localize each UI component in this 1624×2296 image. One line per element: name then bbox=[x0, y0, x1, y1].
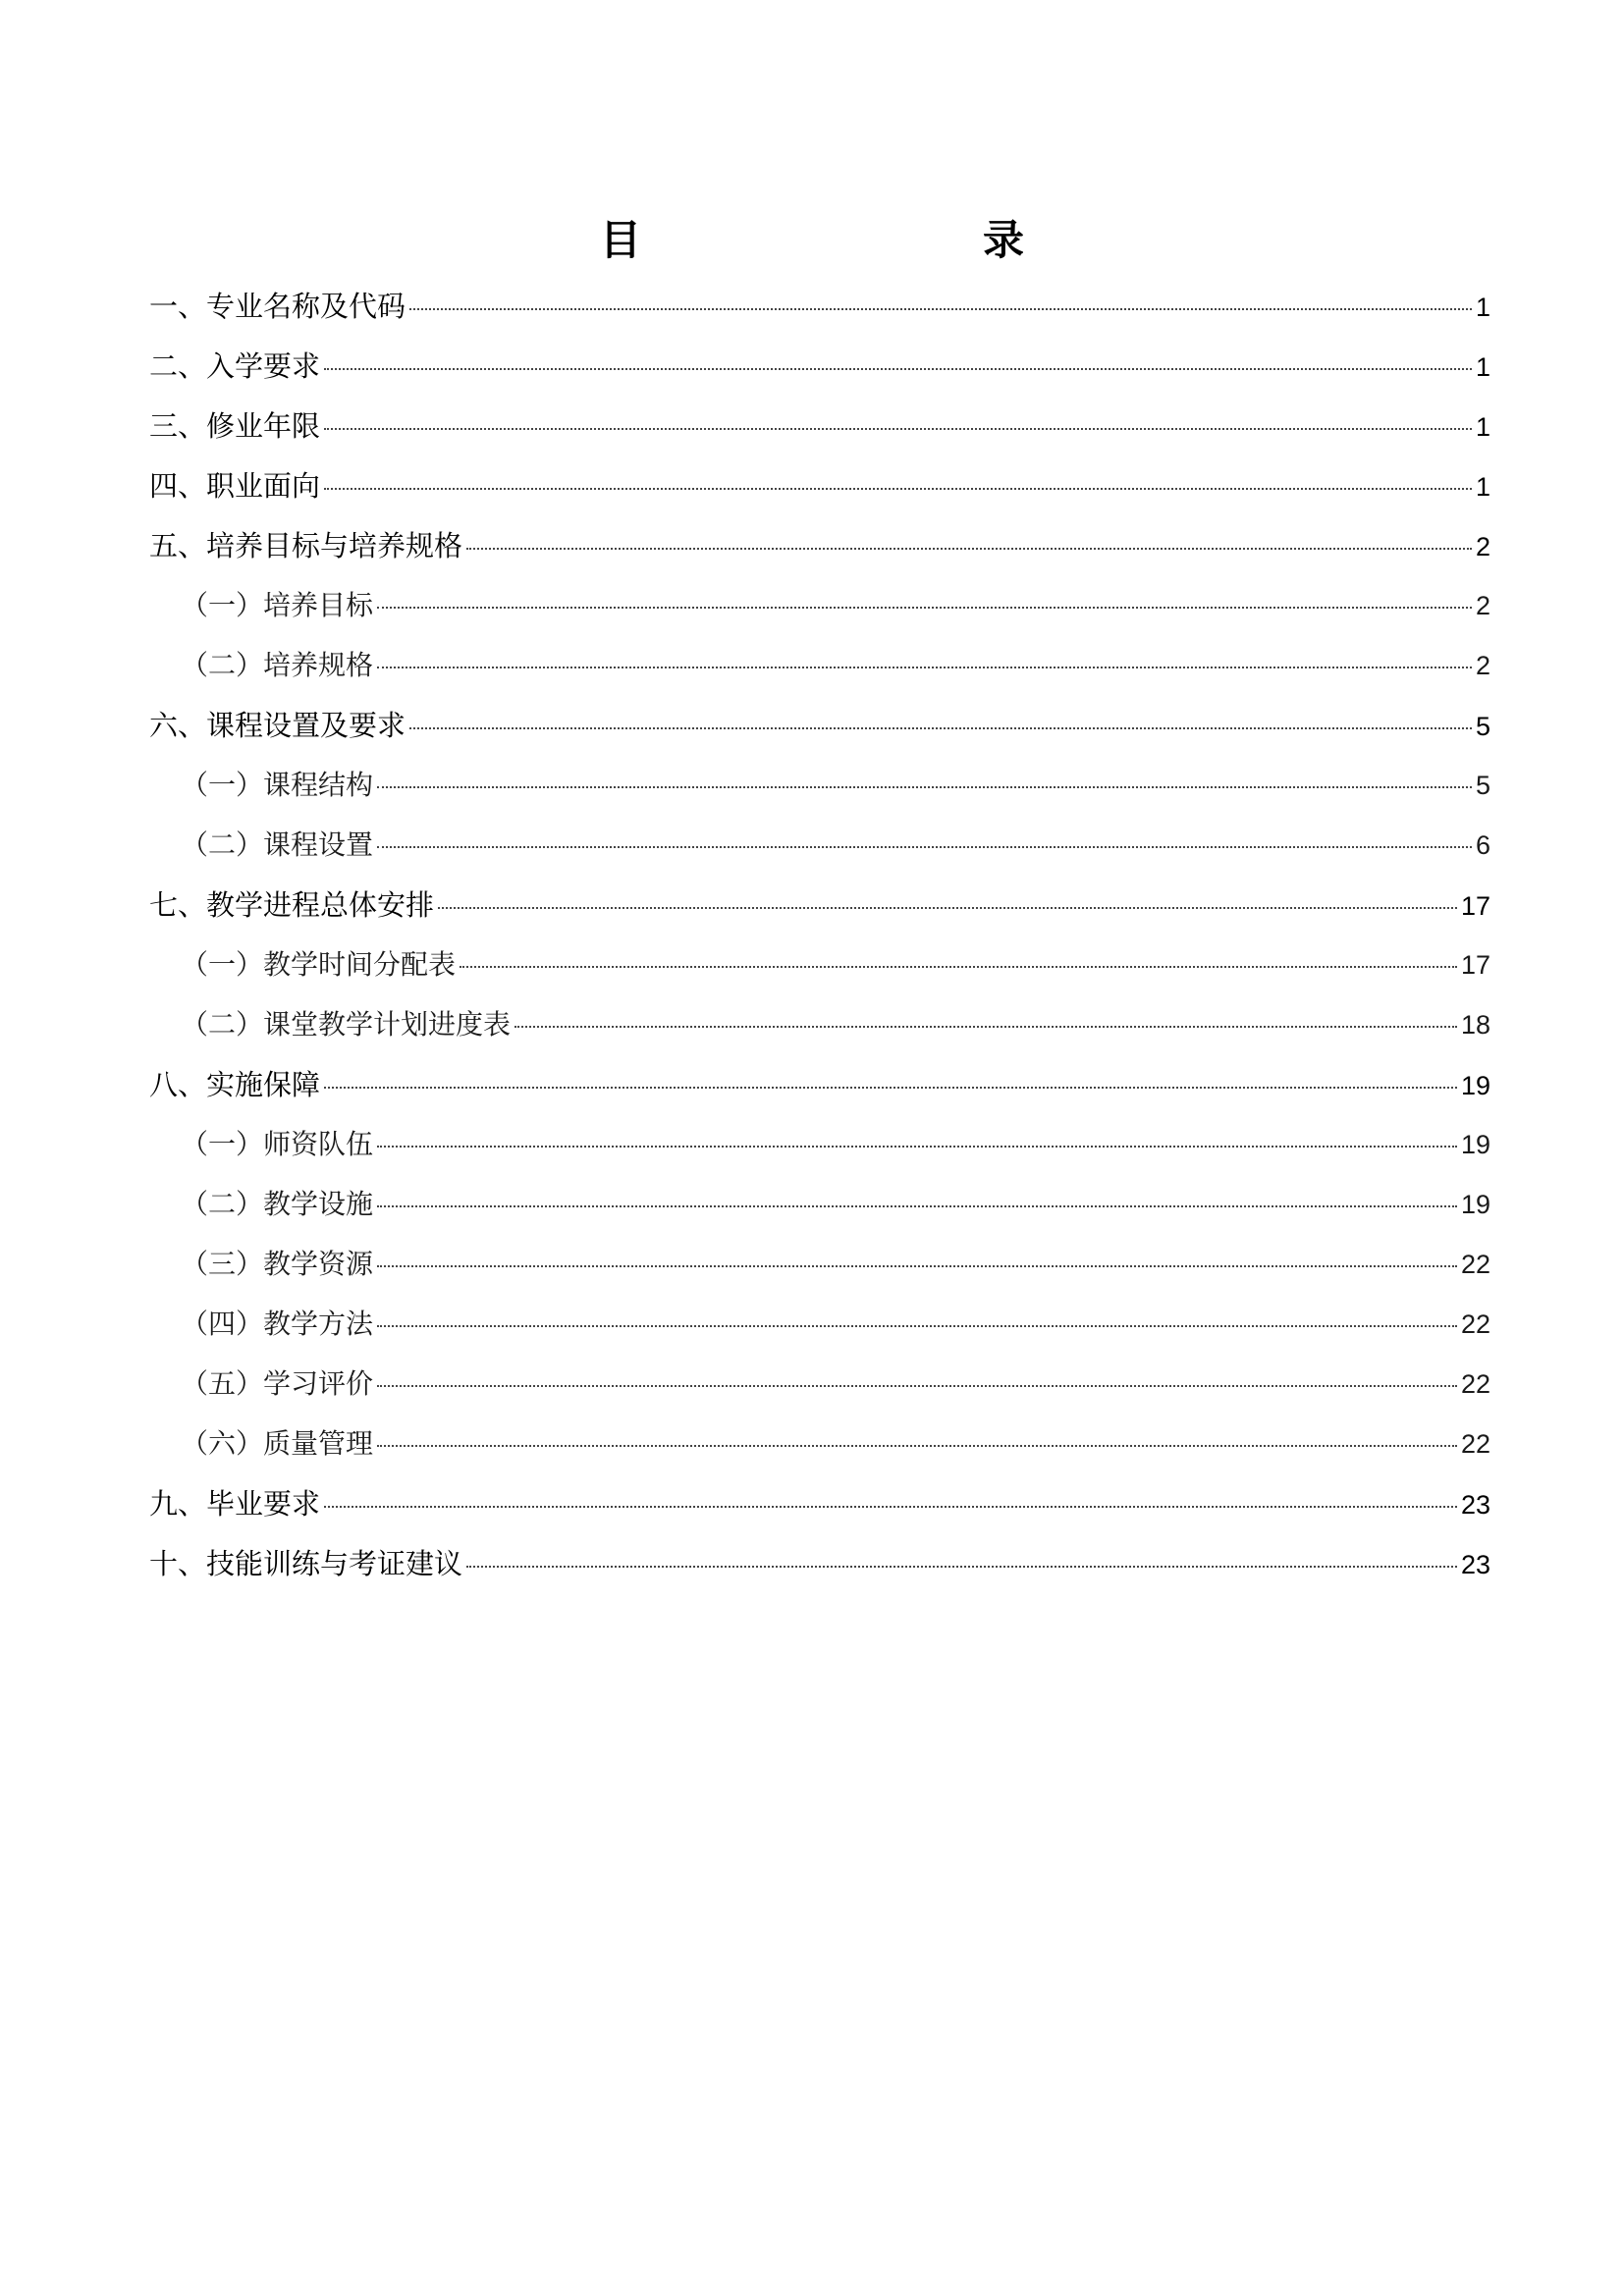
toc-entry-label: （五）学习评价 bbox=[181, 1367, 374, 1400]
toc-page-number: 2 bbox=[1475, 651, 1490, 680]
toc-dot-leader bbox=[324, 428, 1472, 430]
toc-entry-label: 七、教学进程总体安排 bbox=[149, 888, 435, 922]
toc-page-number: 5 bbox=[1475, 712, 1490, 741]
toc-entry-label: 十、技能训练与考证建议 bbox=[149, 1547, 463, 1580]
toc-page-number: 19 bbox=[1460, 1190, 1490, 1219]
toc-entry-label: 一、专业名称及代码 bbox=[149, 290, 406, 323]
toc-dot-leader bbox=[377, 667, 1472, 668]
toc-page-number: 5 bbox=[1475, 771, 1490, 800]
toc-entry-label: 六、课程设置及要求 bbox=[149, 709, 406, 742]
toc-entry[interactable] bbox=[149, 1122, 1490, 1182]
toc-dot-leader bbox=[377, 786, 1472, 788]
toc-entry-label: （一）培养目标 bbox=[181, 589, 374, 621]
toc-entry-label: （六）质量管理 bbox=[181, 1427, 374, 1460]
toc-entry-label: 四、职业面向 bbox=[149, 469, 321, 503]
toc-entry[interactable] bbox=[149, 463, 1490, 523]
toc-entry[interactable] bbox=[149, 583, 1490, 643]
toc-title: 目 录 bbox=[599, 216, 1110, 264]
toc-entry[interactable] bbox=[149, 763, 1490, 823]
toc-entry-label: （二）教学设施 bbox=[181, 1188, 374, 1220]
toc-entry[interactable] bbox=[149, 1002, 1490, 1062]
toc-dot-leader bbox=[460, 966, 1457, 968]
toc-dot-leader bbox=[324, 1506, 1457, 1508]
toc-page-number: 23 bbox=[1460, 1490, 1490, 1520]
toc-entry[interactable] bbox=[149, 1541, 1490, 1601]
toc-entry-label: （三）教学资源 bbox=[181, 1248, 374, 1280]
toc-page-number: 23 bbox=[1460, 1550, 1490, 1579]
toc-dot-leader bbox=[466, 1566, 1457, 1568]
toc-dot-leader bbox=[377, 1146, 1457, 1148]
toc-entry-label: （二）培养规格 bbox=[181, 649, 374, 681]
toc-dot-leader bbox=[324, 488, 1472, 490]
toc-entry-label: （二）课程设置 bbox=[181, 828, 374, 861]
toc-entry-label: （一）教学时间分配表 bbox=[181, 948, 457, 981]
toc-entry[interactable] bbox=[149, 403, 1490, 463]
toc-page-number: 1 bbox=[1475, 412, 1490, 442]
toc-page-number: 19 bbox=[1460, 1130, 1490, 1159]
toc-entry[interactable] bbox=[149, 1362, 1490, 1421]
toc-entry[interactable] bbox=[149, 643, 1490, 703]
toc-page-number: 1 bbox=[1475, 293, 1490, 322]
toc-entry[interactable] bbox=[149, 1302, 1490, 1362]
toc-dot-leader bbox=[438, 907, 1457, 909]
toc-dot-leader bbox=[377, 1265, 1457, 1267]
toc-entry[interactable] bbox=[149, 1481, 1490, 1541]
toc-dot-leader bbox=[377, 1325, 1457, 1327]
toc-page-number: 17 bbox=[1460, 891, 1490, 921]
toc-page-number: 1 bbox=[1475, 472, 1490, 502]
toc-entry[interactable] bbox=[149, 344, 1490, 403]
toc-entry-label: （二）课堂教学计划进度表 bbox=[181, 1008, 512, 1041]
toc-entry[interactable] bbox=[149, 942, 1490, 1002]
toc-dot-leader bbox=[377, 1385, 1457, 1387]
toc-dot-leader bbox=[324, 368, 1472, 370]
toc-dot-leader bbox=[377, 846, 1472, 848]
toc-entry[interactable] bbox=[149, 1421, 1490, 1481]
toc-entry[interactable] bbox=[149, 882, 1490, 942]
toc-dot-leader bbox=[466, 548, 1472, 550]
toc-page-number: 22 bbox=[1460, 1250, 1490, 1279]
toc-entry[interactable] bbox=[149, 1242, 1490, 1302]
toc-entry-label: 二、入学要求 bbox=[149, 349, 321, 383]
toc-page-number: 2 bbox=[1475, 532, 1490, 561]
toc-dot-leader bbox=[324, 1087, 1457, 1089]
toc-page-number: 22 bbox=[1460, 1309, 1490, 1339]
toc-entry[interactable] bbox=[149, 1062, 1490, 1122]
toc-page-number: 1 bbox=[1475, 352, 1490, 382]
toc-page-number: 22 bbox=[1460, 1429, 1490, 1459]
toc-entry[interactable] bbox=[149, 823, 1490, 882]
toc-dot-leader bbox=[409, 308, 1472, 310]
toc-entry-label: 九、毕业要求 bbox=[149, 1487, 321, 1521]
toc-entry-label: 八、实施保障 bbox=[149, 1068, 321, 1101]
toc-page-number: 22 bbox=[1460, 1369, 1490, 1399]
toc-entry-label: （四）教学方法 bbox=[181, 1308, 374, 1340]
toc-dot-leader bbox=[409, 727, 1472, 729]
toc-list bbox=[149, 284, 1490, 1601]
toc-page-number: 17 bbox=[1460, 950, 1490, 980]
toc-entry-label: （一）师资队伍 bbox=[181, 1128, 374, 1160]
toc-entry[interactable] bbox=[149, 1182, 1490, 1242]
toc-page-number: 2 bbox=[1475, 591, 1490, 620]
toc-entry[interactable] bbox=[149, 703, 1490, 763]
toc-entry-label: 三、修业年限 bbox=[149, 409, 321, 443]
toc-entry[interactable] bbox=[149, 523, 1490, 583]
toc-page-number: 19 bbox=[1460, 1071, 1490, 1100]
toc-entry[interactable] bbox=[149, 284, 1490, 344]
toc-dot-leader bbox=[377, 1205, 1457, 1207]
toc-entry-label: （一）课程结构 bbox=[181, 769, 374, 801]
toc-page-number: 18 bbox=[1460, 1010, 1490, 1040]
toc-dot-leader bbox=[377, 607, 1472, 609]
toc-entry-label: 五、培养目标与培养规格 bbox=[149, 529, 463, 562]
toc-dot-leader bbox=[377, 1445, 1457, 1447]
toc-page-number: 6 bbox=[1475, 830, 1490, 860]
toc-dot-leader bbox=[514, 1026, 1457, 1028]
